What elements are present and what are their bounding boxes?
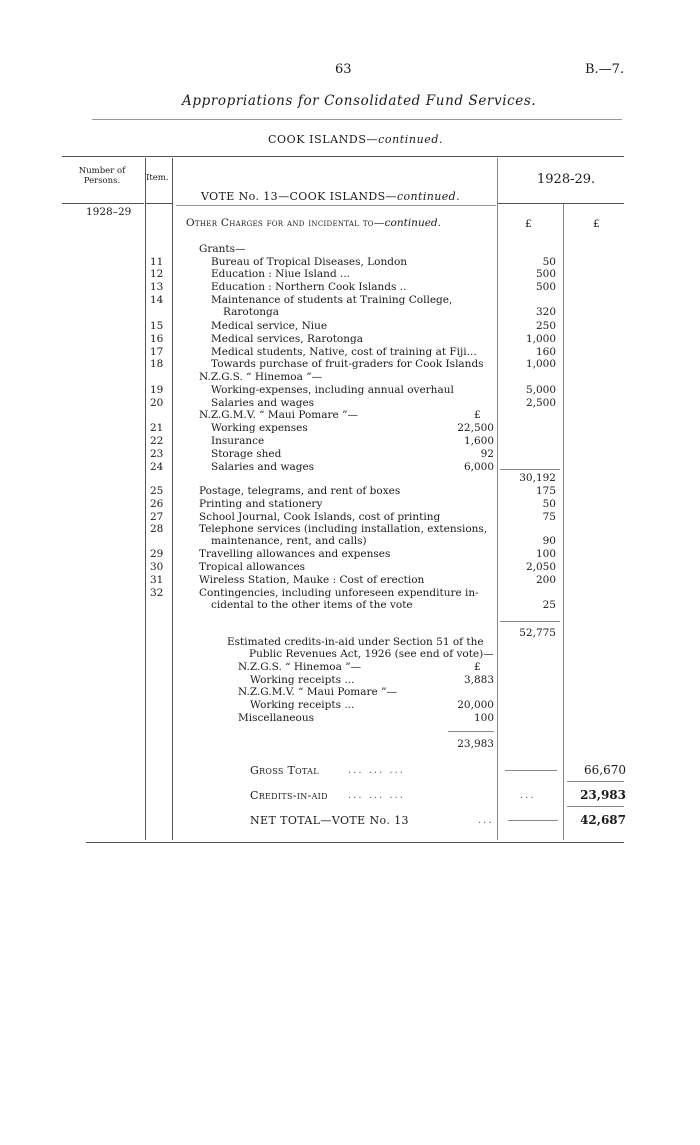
item-number: 29 [150, 548, 164, 560]
line-item-amount: 2,500 [525, 397, 556, 409]
line-item-text: Bureau of Tropical Diseases, London [211, 256, 408, 268]
header-number-of-persons: Number of Persons. [78, 166, 126, 186]
item-number: 13 [150, 281, 164, 293]
line-item-amount: 160 [535, 346, 556, 358]
line-item-text: Insurance [211, 435, 265, 447]
grants-label: Grants— [199, 243, 246, 255]
line-item-text: Working-expenses, including annual overhaul [211, 384, 454, 396]
credits-in-aid-amount: 23,983 [580, 788, 626, 802]
line-item-amount: 50 [542, 256, 556, 268]
line-item-amount: 75 [542, 511, 556, 523]
line-item-amount: 90 [542, 535, 556, 547]
line-item-text: Travelling allowances and expenses [199, 548, 391, 560]
header-year: 1928-29. [537, 172, 596, 187]
credits-in-aid-rule [567, 806, 624, 807]
item-number: 31 [150, 574, 164, 586]
col-rule-item [172, 158, 173, 840]
line-item-amount: 1,000 [525, 358, 556, 370]
credits-in-aid-leaders: ... ... ... [348, 790, 405, 801]
item-number: 24 [150, 461, 164, 473]
line-item-text: Education : Northern Cook Islands .. [211, 281, 407, 293]
line-item-text: Postage, telegrams, and rent of boxes [199, 485, 401, 497]
net-total-dash [508, 820, 558, 821]
net-total-amount: 42,687 [580, 813, 626, 827]
line-item-subamount: 6,000 [463, 461, 494, 473]
item-number: 28 [150, 523, 164, 535]
charges-heading-continued: continued. [384, 217, 441, 229]
line-item-text: Towards purchase of fruit-graders for Cook Islands [211, 358, 484, 370]
credits-in-aid-dots: ... [520, 790, 536, 801]
item-number: 19 [150, 384, 164, 396]
line-item-subamount: 92 [480, 448, 494, 460]
item-number: 26 [150, 498, 164, 510]
document-reference: B.—7. [585, 62, 625, 77]
line-item-subamount: 1,600 [463, 435, 494, 447]
vote-title [201, 190, 460, 203]
credits-hinemoa-label: N.Z.G.S. “ Hinemoa ”— [238, 661, 362, 673]
header-rule [92, 119, 622, 120]
col-rule-persons [145, 158, 146, 840]
charges-heading-main: Other Charges for and incidental to— [186, 217, 385, 229]
line-item-amount: 500 [535, 268, 556, 280]
line-item-amount: 500 [535, 281, 556, 293]
line-item-text: Medical services, Rarotonga [211, 333, 363, 345]
maui-subtotal-rule [500, 469, 560, 470]
line-item-text: Medical service, Niue [211, 320, 328, 332]
line-item-text-continued: cidental to the other items of the vote [211, 599, 413, 611]
subheading-main: COOK ISLANDS [268, 133, 367, 146]
hinemoa-receipts-label: Working receipts ... [250, 674, 355, 686]
credits-heading-2: Public Revenues Act, 1926 (see end of vote)— [249, 648, 494, 660]
item-number: 22 [150, 435, 164, 447]
misc-label: Miscellaneous [238, 712, 315, 724]
gross-total-rule [567, 781, 624, 782]
line-item-amount: 250 [535, 320, 556, 332]
gross-total-label: Gross Total [250, 764, 319, 777]
line-item-text: Working expenses [211, 422, 308, 434]
credits-total-rule [448, 731, 494, 732]
net-total-leaders: ... [478, 815, 494, 826]
line-item-text: School Journal, Cook Islands, cost of printing [199, 511, 441, 523]
misc-amount: 100 [473, 712, 494, 724]
line-item-text: Storage shed [211, 448, 282, 460]
other-charges-total: 52,775 [519, 627, 556, 639]
vote-title-main: VOTE No. 13—COOK ISLANDS— [201, 190, 397, 203]
line-item-amount: 2,050 [525, 561, 556, 573]
line-item-text-continued: Rarotonga [223, 306, 280, 318]
item-number: 14 [150, 294, 164, 306]
item-number: 12 [150, 268, 164, 280]
header-item: Item. [146, 173, 169, 183]
year-header-rule [497, 203, 624, 204]
item-number: 32 [150, 587, 164, 599]
line-item-text: Maintenance of students at Training College, [211, 294, 453, 306]
item-number: 21 [150, 422, 164, 434]
vote-title-continued: continued. [396, 190, 460, 203]
credits-heading: Estimated credits-in-aid under Section 51 of the [227, 636, 484, 648]
line-item-amount: 175 [535, 485, 556, 497]
maui-receipts-label: Working receipts ... [250, 699, 355, 711]
line-item-amount: 25 [542, 599, 556, 611]
line-item-amount: 50 [542, 498, 556, 510]
line-item-text: Telephone services (including installation, extensions, [199, 523, 487, 535]
line-item-text: Education : Niue Island ... [211, 268, 351, 280]
page-number: 63 [335, 62, 352, 77]
line-item-amount: 320 [535, 306, 556, 318]
item-number: 20 [150, 397, 164, 409]
net-total-label: NET TOTAL—VOTE No. 13 [250, 814, 409, 827]
persons-year: 1928–29 [86, 206, 132, 218]
item-number: 27 [150, 511, 164, 523]
credits-in-aid-label: Credits-in-aid [250, 789, 328, 802]
currency-right: £ [593, 218, 600, 230]
currency-left: £ [525, 218, 532, 230]
line-item-text: Printing and stationery [199, 498, 323, 510]
line-item-subamount: 22,500 [457, 422, 494, 434]
item-number: 16 [150, 333, 164, 345]
maui-currency: £ [474, 409, 481, 421]
credits-maui-label: N.Z.G.M.V. “ Maui Pomare ”— [238, 686, 397, 698]
gross-total-amount: 66,670 [584, 763, 626, 777]
line-item-amount: 200 [535, 574, 556, 586]
hinemoa-label: N.Z.G.S. “ Hinemoa ”— [199, 371, 323, 383]
maui-label: N.Z.G.M.V. “ Maui Pomare ”— [199, 409, 358, 421]
item-col-rule-top [146, 203, 172, 204]
table-bottom-rule [86, 842, 624, 843]
item-number: 23 [150, 448, 164, 460]
col-rule-amount-mid [563, 204, 564, 840]
hinemoa-receipts: 3,883 [463, 674, 494, 686]
item-number: 30 [150, 561, 164, 573]
line-item-text: Salaries and wages [211, 461, 315, 473]
gross-total-dash [505, 770, 557, 771]
line-item-text: Tropical allowances [199, 561, 306, 573]
item-number: 17 [150, 346, 164, 358]
credits-total: 23,983 [457, 738, 494, 750]
line-item-text: Contingencies, including unforeseen expenditure in- [199, 587, 479, 599]
line-item-amount: 5,000 [525, 384, 556, 396]
maui-subtotal: 30,192 [519, 472, 556, 484]
table-top-rule [62, 156, 624, 157]
section-subheading [268, 133, 443, 146]
line-item-amount: 100 [535, 548, 556, 560]
other-charges-total-rule [500, 621, 560, 622]
page-heading: Appropriations for Consolidated Fund Services. [182, 93, 537, 109]
item-number: 18 [150, 358, 164, 370]
line-item-text: Wireless Station, Mauke : Cost of erection [199, 574, 425, 586]
maui-receipts: 20,000 [457, 699, 494, 711]
item-number: 11 [150, 256, 164, 268]
line-item-amount: 1,000 [525, 333, 556, 345]
line-item-text: Salaries and wages [211, 397, 315, 409]
line-item-text: Medical students, Native, cost of training at Fiji... [211, 346, 477, 358]
line-item-text-continued: maintenance, rent, and calls) [211, 535, 367, 547]
gross-total-leaders: ... ... ... [348, 765, 405, 776]
item-number: 15 [150, 320, 164, 332]
persons-col-rule-top [62, 203, 144, 204]
vote-title-rule [176, 205, 496, 206]
charges-heading [186, 217, 441, 229]
item-number: 25 [150, 485, 164, 497]
subheading-continued: —continued. [366, 133, 444, 146]
credits-currency: £ [474, 661, 481, 673]
